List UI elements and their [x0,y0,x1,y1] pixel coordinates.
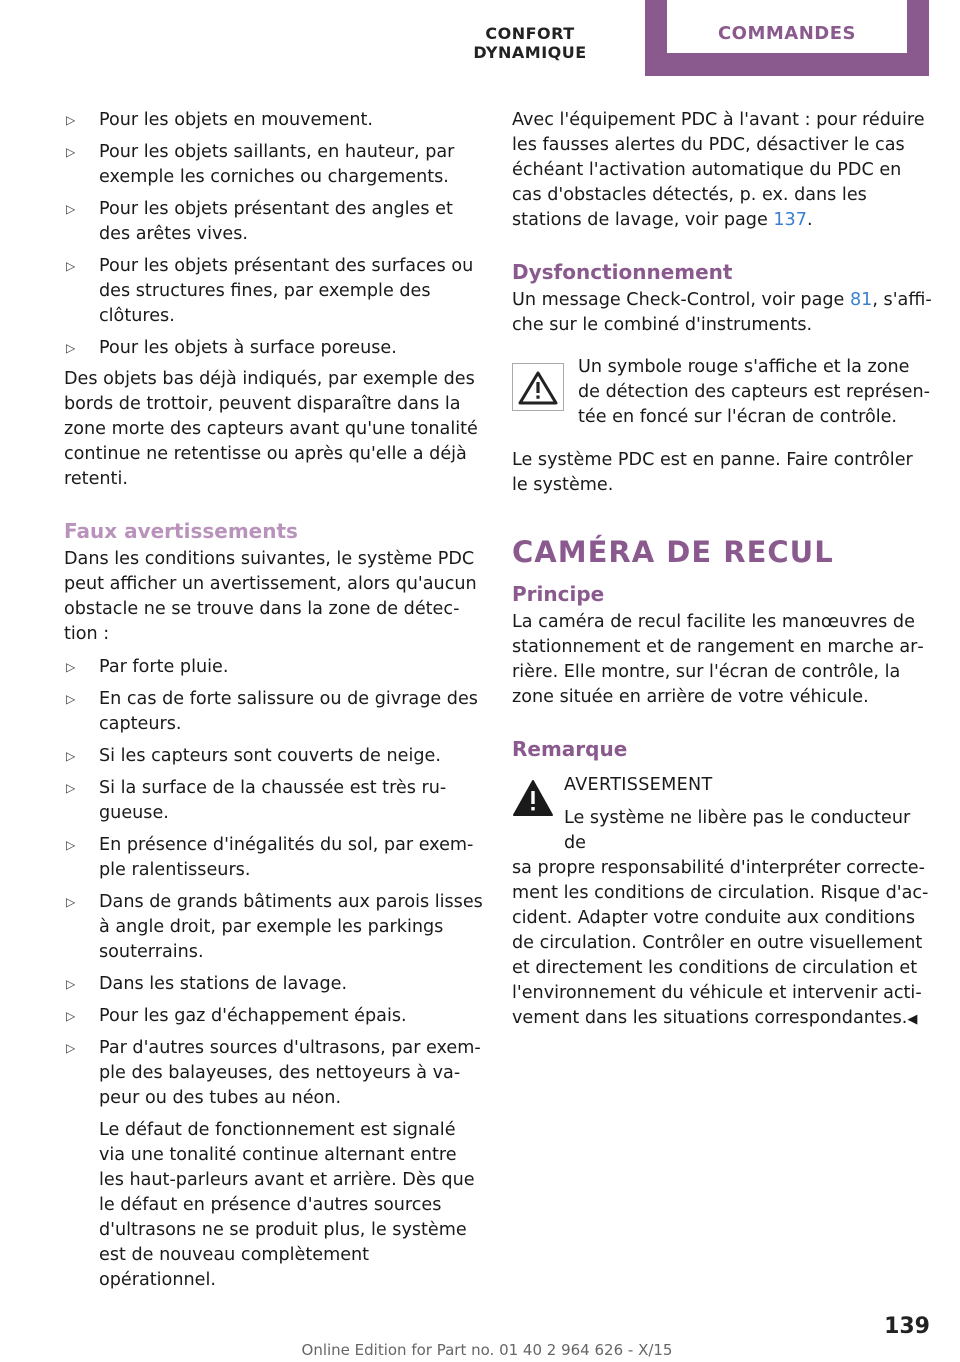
list-item: ▷ Dans de grands bâtiments aux parois lisses à angle droit, par exemple les parkings souterrains. [64,890,484,965]
object-bullet-list [64,108,484,361]
list-item: ▷ Si la surface de la chaussée est très rugueuse. [64,776,484,826]
list-item: ▷ Pour les objets saillants, en hauteur, par exemple les corniches ou chargements. [64,140,484,190]
period: . [806,210,813,230]
paragraph-text: Avec l'équipement PDC à l'avant : pour réduire les fausses alertes du PDC, désactiver le cas échéant l'activation automatique du PDC en cas d'obstacles détectés, p. ex. dans les stations de lavage, voir page [512,110,925,230]
warning-text-first-line: Le système ne libère pas le conducteur de [564,808,911,853]
list-item: ▷ Si les capteurs sont couverts de neige. [64,744,484,769]
list-item: ▷ Pour les objets présentant des surfaces ou des structures fines, par exemple des clôtures. [64,254,484,329]
warning-text [512,856,932,1032]
list-item: ▷ Par forte pluie. [64,655,484,680]
conditions-bullet-list [64,655,484,1293]
warning-symbol-frame [512,363,564,411]
paragraph: Le système PDC est en panne. Faire contrôler le système. [512,450,913,495]
list-item: ▷ Pour les objets en mouvement. [64,108,484,133]
camera-section-title: CAMÉRA DE RECUL [512,535,834,569]
left-column [64,108,484,1300]
paragraph: Des objets bas déjà indiqués, par exemple des bords de trottoir, peuvent disparaître dans la zone morte des capteurs avant qu'une tonalité continue ne retentisse ou après qu'elle a déjà retenti. [64,369,478,489]
list-item: ▷ Pour les gaz d'échappement épais. [64,1004,484,1029]
principle-heading: Principe [512,582,605,606]
end-mark: ◀ [907,1012,918,1027]
page-link-137[interactable]: 137 [773,210,807,230]
list-item: ▷ Pour les objets à surface poreuse. [64,336,484,361]
note-heading: Remarque [512,737,628,761]
list-item: ▷ En cas de forte salissure ou de givrage des capteurs. [64,687,484,737]
edition-footer: Online Edition for Part no. 01 40 2 964 626 - X/15 [301,1341,673,1359]
paragraph-text: Un message Check-Control, voir page [512,290,850,310]
chapter-tab-label: COMMANDES [667,0,907,53]
warning-triangle-icon [513,364,563,410]
list-item: ▷ En présence d'inégalités du sol, par exemple ralentisseurs. [64,833,484,883]
false-warnings-heading: Faux avertissements [64,519,298,543]
page-link-81[interactable]: 81 [849,290,873,310]
paragraph: La caméra de recul facilite les manœuvres de stationnement et de rangement en marche arrière. Elle montre, sur l'écran de contrôle, la zone située en arrière de votre véhicule. [512,612,924,707]
list-item: ▷ Par d'autres sources d'ultrasons, par exemple des balayeuses, des nettoyeurs à vapeur ou des tubes au néon. [64,1036,484,1111]
list-item: ▷ Pour les objets présentant des angles et des arêtes vives. [64,197,484,247]
right-column [512,108,932,1032]
symbol-block [512,355,932,430]
malfunction-heading: Dysfonctionnement [512,260,733,284]
list-sub-paragraph: Le défaut de fonctionnement est signalé via une tonalité continue alternant entre les haut-parleurs avant et arrière. Dès que le défaut en présence d'autres sources d'ultrasons ne se produit plus, le système est de nouveau complètement opérationnel. [99,1120,475,1290]
paragraph [512,108,932,233]
page-number: 139 [884,1314,930,1339]
warning-icon [512,779,554,817]
warning-text-body: sa propre responsabilité d'interpréter correctement les conditions de circulation. Risque d'accident. Adapter votre conduite aux conditions de circulation. Contrôler en outre visuellement et directement les conditions de circulation et l'environnement du véhicule et intervenir activement dans les situations correspondantes. [512,858,929,1028]
warning-title: AVERTISSEMENT [564,775,713,795]
warning-block [512,773,932,1032]
symbol-description: Un symbole rouge s'affiche et la zone de détection des capteurs est représentée en foncé sur l'écran de contrôle. [578,357,930,427]
paragraph: Dans les conditions suivantes, le système PDC peut afficher un avertissement, alors qu'aucun obstacle ne se trouve dans la zone de détection : [64,549,477,644]
paragraph-text: , s'affiche sur le combiné d'instruments. [512,290,932,335]
chapter-tab [645,0,929,76]
paragraph [512,288,932,338]
list-item: ▷ Dans les stations de lavage. [64,972,484,997]
section-title: CONFORT DYNAMIQUE [473,24,587,62]
